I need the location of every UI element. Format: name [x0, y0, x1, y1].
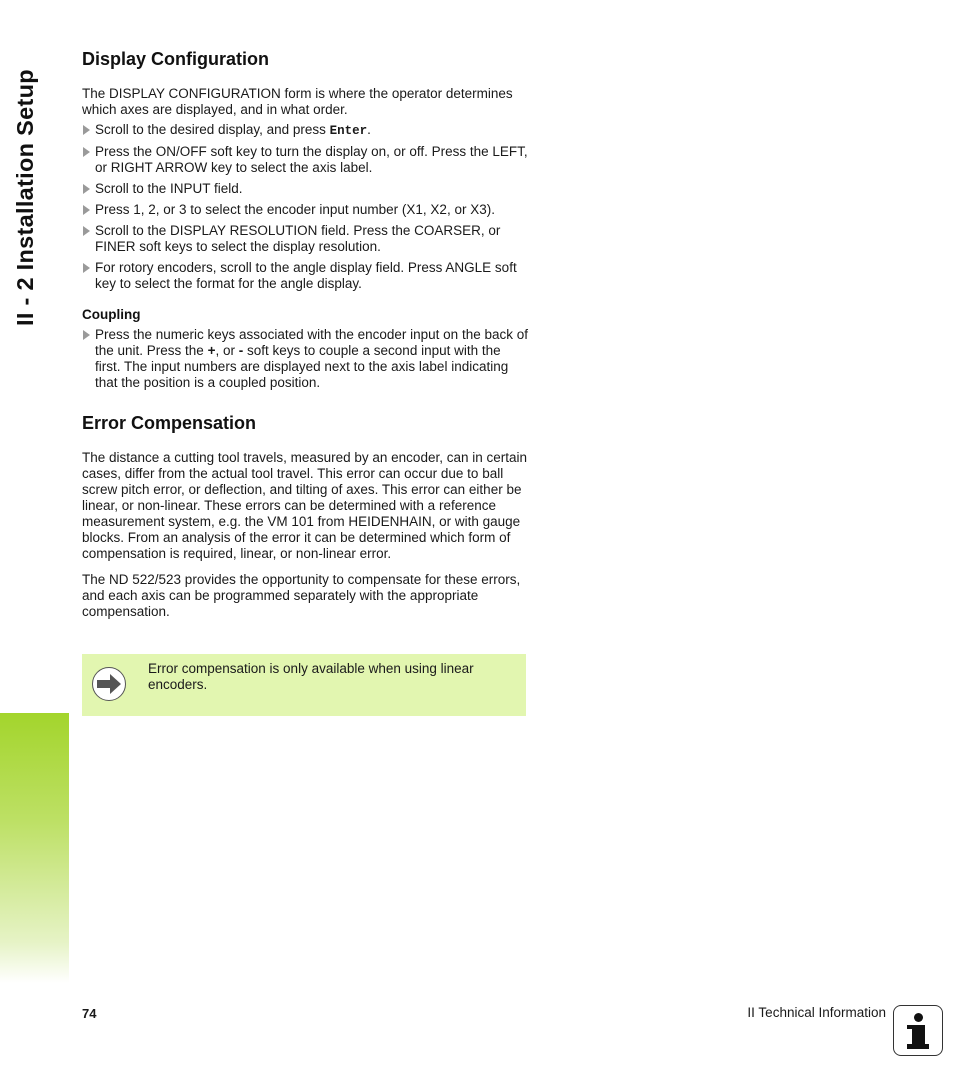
error-compensation-paragraph: The ND 522/523 provides the opportunity to compensate for these errors, and each axis can be programmed separately with the appropriate compensation.: [82, 572, 521, 619]
step-item: Scroll to the DISPLAY RESOLUTION field. Press the COARSER, or FINER soft keys to select the display resolution.: [82, 223, 528, 255]
page-number: 74: [82, 1006, 97, 1021]
page-content: [82, 48, 528, 620]
step-item: Press the numeric keys associated with the encoder input on the back of the unit. Press the +, or - soft keys to couple a second input with the first. The input numbers are displayed next to the axis label indicating that the position is a coupled position.: [82, 327, 528, 391]
step-arrow-icon: [83, 330, 90, 340]
arrow-right-icon: [92, 667, 126, 701]
enter-key-label: Enter: [329, 124, 368, 138]
error-compensation-paragraph: The distance a cutting tool travels, measured by an encoder, can in certain cases, differ from the actual tool travel. This error can occur due to ball screw pitch error, or deflection, and tilting of axes. This error can either be linear, or non-linear. These errors can be determined with a reference measurement system, e.g. the VM 101 from HEIDENHAIN, or with gauge blocks. From an analysis of the error it can be determined which form of compensation is required, linear, or non-linear error.: [82, 450, 528, 561]
coupling-heading: Coupling: [82, 307, 141, 322]
step-arrow-icon: [83, 125, 90, 135]
step-item: Press 1, 2, or 3 to select the encoder input number (X1, X2, or X3).: [82, 202, 528, 218]
step-arrow-icon: [83, 226, 90, 236]
error-compensation-heading: Error Compensation: [82, 413, 257, 433]
info-icon: [893, 1005, 943, 1056]
display-configuration-heading: Display Configuration: [82, 49, 270, 69]
note-text: Error compensation is only available when using linear encoders.: [148, 661, 474, 692]
step-arrow-icon: [83, 147, 90, 157]
step-arrow-icon: [83, 263, 90, 273]
step-item: Scroll to the INPUT field.: [82, 181, 528, 197]
chapter-side-title: II - 2 Installation Setup: [12, 69, 38, 326]
chapter-side-tab: [0, 713, 69, 983]
minus-key-label: -: [238, 343, 244, 358]
chapter-label: II Technical Information: [747, 1005, 886, 1020]
step-item: Press the ON/OFF soft key to turn the display on, or off. Press the LEFT, or RIGHT ARROW key to select the axis label.: [82, 144, 528, 176]
note-box: [82, 654, 526, 716]
step-item: For rotory encoders, scroll to the angle display field. Press ANGLE soft key to select the format for the angle display.: [82, 260, 528, 292]
plus-key-label: +: [207, 343, 216, 358]
step-arrow-icon: [83, 184, 90, 194]
step-arrow-icon: [83, 205, 90, 215]
step-item: Scroll to the desired display, and press Enter.: [82, 122, 528, 139]
display-configuration-intro: The DISPLAY CONFIGURATION form is where the operator determines which axes are displayed, and in what order.: [82, 86, 513, 117]
